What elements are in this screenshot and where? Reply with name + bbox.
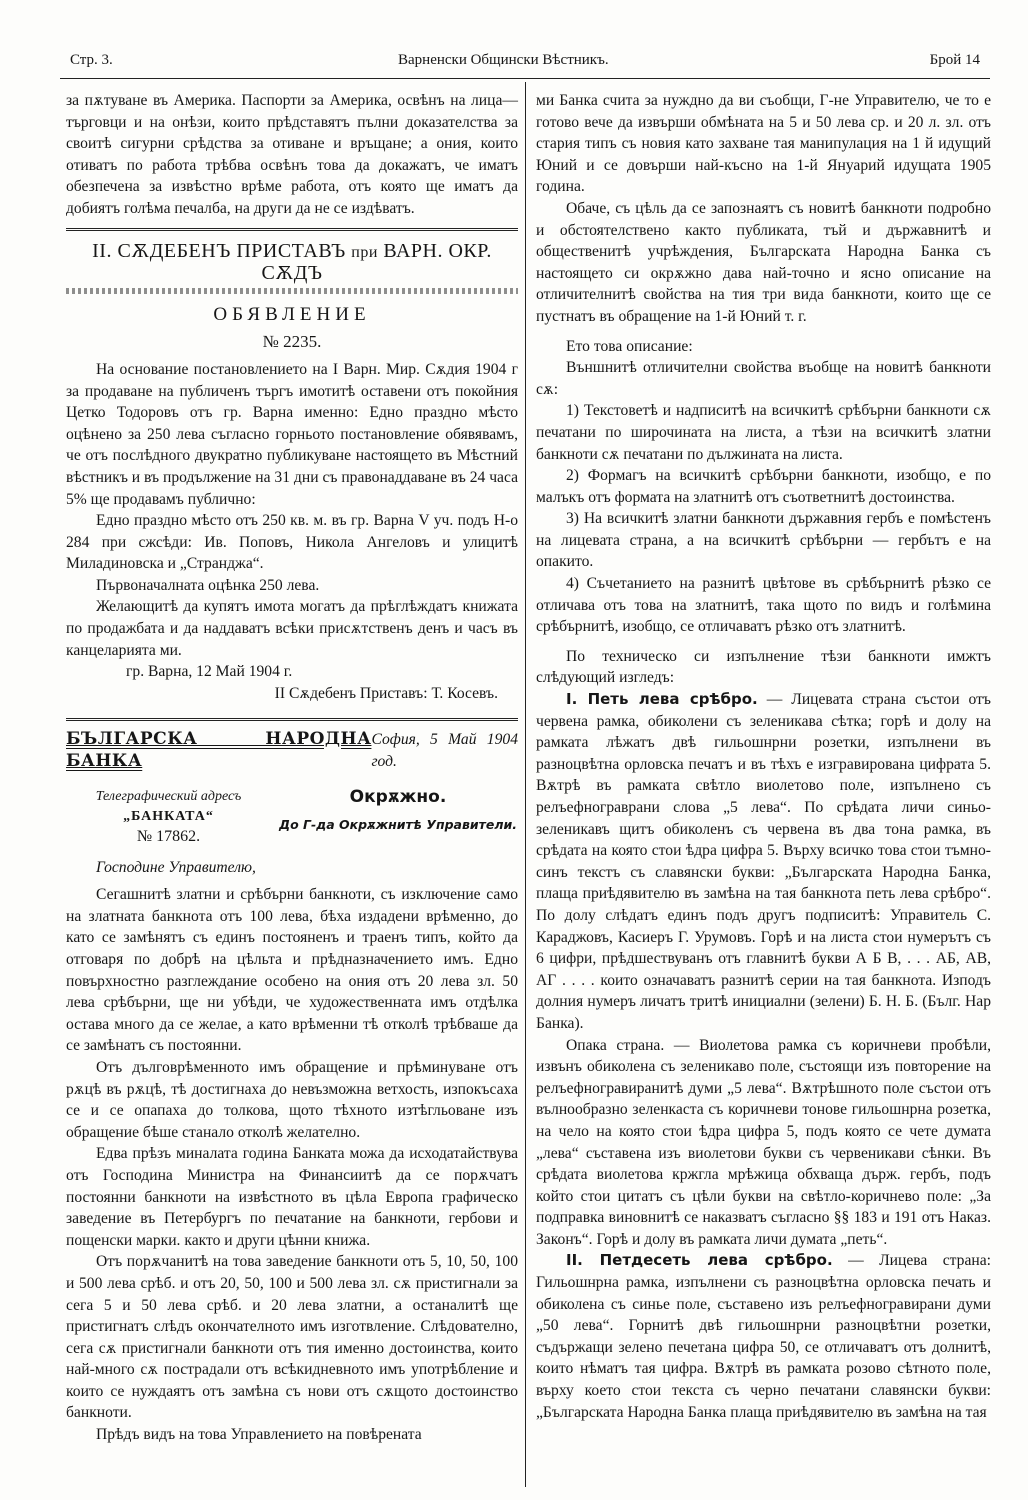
body-paragraph: Външнитѣ отличителни свойства въобще на новитѣ банкноти сѫ:: [536, 359, 991, 398]
body-paragraph: По техническо си изпълнение тѣзи банкноти имжтъ слѣдующий изгледъ:: [536, 647, 991, 687]
running-header: [60, 52, 990, 76]
section-rule: [66, 718, 518, 721]
list-item: 3) На всичкитѣ златни банкноти държавния гербъ е помѣстенъ на лицевата страна, а на всичкитѣ срѣбърни — гербътъ е на опакито.: [536, 510, 991, 571]
body-paragraph: Ето това описание:: [566, 337, 693, 355]
body-paragraph: Сегашнитѣ златни и срѣбърни банкноти, съ изключение само на златната банкнота отъ 100 лева, бѣха издадени врѣменно, до като се замѣнятъ съ единъ постояненъ и траенъ типъ, който да отговаря по добрѣ на цѣльта и прѣдназначението имъ. Едно повърхностно разглеждание особено на ония отъ 20 лева зл. 50 лева срѣбърни, ще ни убѣди, че художественната имъ отдѣлка остава много да се желае, а като врѣменни тѣ отколѣ трѣбваше да се замѣнатъ съ постоянни.: [66, 886, 518, 1055]
notice-signature: II Сѫдебенъ Приставъ: Т. Косевъ.: [274, 684, 498, 702]
bank-name: БЪЛГАРСКА НАРОДНА БАНКА: [66, 729, 372, 772]
notice-place-date: гр. Варна, 12 Май 1904 г.: [126, 663, 293, 681]
subsection-paragraph: II. Петдесеть лева срѣбро. — Лицева страна: Гильошнрна рамка, изпълнени съ разноцвѣтна орловска печать и обиколена съ синье поле, съставено изъ релъефногравирани думи „50 лева“. Горнитѣ двѣ гильошнрни разноцвѣтни розетки, съдържащи зелено печетана цифра 50, се отличаватъ отъ долнитѣ, които нѣматъ тая цифра. Вѫтрѣ въ рамката розово сѣтното поле, върху което стои текста съ черно печатани славянски букви: „Българската Народна Банка плаща приѣдявителю въ замѣна на тая: [536, 1251, 991, 1421]
notice-paragraph: Едно праздно мѣсто отъ 250 кв. м. въ гр. Варна V уч. подъ Н-о 284 при сжсѣди: Ив. Поповъ, Никола Ангеловъ и улицитѣ Миладиновска и „Странджа“.: [66, 512, 518, 573]
header-rule: [60, 78, 990, 79]
bank-header: [66, 729, 518, 772]
issue-number: Брой 14: [929, 52, 980, 68]
body-paragraph: Обаче, съ цѣль да се запознаятъ съ новитѣ банкноти подробно и обстоятелствено както публиката, тъй и държавнитѣ и общественитѣ учрѣждения, Българската Народна Банка съ настоящето си окрѫжно дава най-точно и ясно описание на отличителнитѣ свойства на тия три вида банкноти, които ще се пустнатъ въ обращение на 1-й Юний т. г.: [536, 199, 991, 325]
address-block: [66, 787, 518, 847]
list-item: 1) Текстоветѣ и надписитѣ на всичкитѣ срѣбърни банкноти сѫ печатани по широчината на листа, а тѣзи на всичкитѣ златни банкноти сѫ печатани по дължината на листа.: [536, 402, 991, 463]
page-number: Стр. 3.: [70, 52, 113, 68]
subsection-paragraph: I. Петь лева срѣбро. — Лицевата страна състои отъ червена рамка, обиколени съ зеленикава сѣтка; горѣ и долу на рамката лѣжатъ двѣ гильошнрни розетки, изпълнени въ разноцвѣтна орловска печатъ и въ тѣхъ е изгравирована цифрата 5. Вѫтрѣ въ рамката свѣтло виолетово поле, изпълнено съ релъефнограврани слова „5 лева“. По срѣдата личи синьо-зеленикавъ щитъ обиколенъ съ червена въ два тона рамка, въ срѣдата на която стои ѣдра цифра 5. Върху всичко това стои тъмно-синъ текстъ съ славянски букви: „Българската Народна Банка, плаща приѣдявителю въ замѣна на тая банкнота петь лева срѣбро“. По долу слѣдатъ единъ подъ другъ подписитѣ: Управитель С. Караджовъ, Касиеръ Г. Урумовъ. Горѣ и на листа стои нумерътъ съ 6 цифри, прѣдшествуванъ отъ главнитѣ букви А Б В, . . . АБ, АВ, АГ . . . . които означаватъ разнитѣ серии на тая банкнота. Изподъ долния нумеръ личатъ тритѣ инициални (зелени) Б. Н. Б. (Бълг. Нар Банка).: [536, 690, 991, 1032]
salutation: Господине Управителю,: [96, 858, 256, 876]
subsection-heading: I. Петь лева срѣбро.: [566, 690, 758, 709]
intro-paragraph: за пѫтуване въ Америка. Паспорти за Америка, освѣнъ на лица—търговци и на онѣзи, които прѣдставятъ пълни доказателства за своитѣ сигурни срѣдства за отиване и връщане; а ония, които отиватъ по работа трѣбва освѣнъ това да докажатъ, че иматъ обезпечена за извѣстно врѣме работа, отъ която ще иматъ да добиятъ голѣма печалба, на други да не се издѣватъ.: [66, 92, 518, 217]
newspaper-title: Варненски Общински Вѣстникъ.: [398, 52, 609, 68]
reference-number: № 17862.: [136, 827, 201, 845]
section-rule: [66, 228, 518, 231]
notice-number: № 2235.: [262, 332, 322, 352]
section-heading: II. СѪДЕБЕНЪ ПРИСТАВЪ при ВАРН. ОКР. СѪДЪ: [92, 239, 492, 285]
body-paragraph: Опака страна. — Виолетова рамка съ коричневи пробѣли, извънъ обиколена съ зеленикаво поле, състоящи изъ повторение на релъефногравиранитѣ думи „5 лева“. Вѫтрѣшното поле състои отъ вълнообразно зеленкаста съ коричневи тонове гильошнрна розетка, на чело на която стои ѣдра цифра 5, подъ която се чете думата „лева“ съставена изъ виолетови букви съ червеникави сѣнки. Въ срѣдата виолетова кржгла мрѣжица обхваща държ. гербъ, подъ който стои цитатъ съ цѣли букви на свѣтло-коричнево поле: „За подправка виновнитѣ се наказватъ съгласно §§ 183 и 191 отъ Наказ. Законъ“. Горѣ и долу въ рамката личи думата „петь“.: [536, 1036, 991, 1248]
circular-recipient: До Г-да Окрѫжнитѣ Управители.: [278, 817, 518, 833]
notice-title: ОБЯВЛЕНИЕ: [213, 303, 371, 325]
list-item: 4) Съчетанието на разнитѣ цвѣтове въ срѣбърнитѣ рѣзко се отличава отъ това на златнитѣ, така щото по видъ и голѣмина срѣбърнитѣ, изобщо, се отличаватъ рѣзко отъ златнитѣ.: [536, 575, 991, 636]
column-divider: [525, 82, 526, 1487]
notice-paragraph: На основание постановлението на I Варн. Мир. Сѫдия 1904 г за продаване на публиченъ търгъ имотитѣ оставени отъ покойния Цетко Тодоровъ отъ гр. Варна именно: Едно праздно мѣсто оцѣнено за 250 лева съгласно горньото постановление обявявамъ, че отъ послѣдного двукратно публикуване настоящето въ Мѣстний вѣстникъ и въ продължение на 31 дни съ правонаддаване въ 24 часа 5% ще продавамъ публично:: [66, 360, 518, 508]
telegraph-address: „БАНКАТА“: [123, 808, 214, 824]
wavy-divider: [66, 288, 518, 294]
body-paragraph: Отъ порѫчанитѣ на това заведение банкноти отъ 5, 10, 50, 100 и 500 лева срѣб. и отъ 20, 50, 100 и 500 лева зл. сѫ пристигнали за сега 5 и 50 лева срѣб. и 20 лева златни, а останалитѣ ще пристигнатъ слѣдъ окончателното имъ изготвление. Слѣдователно, сега сѫ пристигнали банкноти отъ тия именно достоинства, които най-много сѫ пострадали отъ всѣкидневното имъ употрѣбление и които се нуждаятъ отъ замѣна съ нови отъ сѫщото достоинство банкноти.: [66, 1253, 518, 1422]
circular-title: Окрѫжно.: [349, 786, 447, 807]
left-column: [66, 90, 518, 1446]
notice-paragraph: Първоначалната оцѣнка 250 лева.: [96, 576, 320, 594]
list-item: 2) Формагъ на всичкитѣ срѣбърни банкноти, изобщо, е по малъкъ отъ формата на златнитѣ отъ съответнитѣ достоинства.: [536, 467, 991, 506]
body-paragraph: ми Банка счита за нуждно да ви съобщи, Г-не Управителю, че то е готово вече да извърши обмѣната на 5 и 50 лева ср. и 20 л. зл. отъ стария типъ съ новия като захване тая манипулация на 1 й идущий Юний и се довърши най-късно на 1-й Януарий идущата 1905 година.: [536, 92, 991, 196]
body-paragraph: Едва прѣзъ миналата година Банката можа да исходатайствува отъ Господина Министра на Финансиитѣ да се порѫчатъ постоянни банкноти на извѣстното въ цѣла Европа графическо заведение въ Петербургъ по печатание на банкноти, гербови и пощенски марки. както и други цѣнни книжа.: [66, 1145, 518, 1249]
telegraph-label: Телеграфический адресъ: [95, 788, 242, 804]
right-column: [536, 90, 991, 1423]
body-paragraph: Отъ дълговрѣменното имъ обращение и прѣминуване отъ рѫцѣ въ рѫцѣ, тѣ достигнаха до невъзможна ветхость, изпокъсаха се и се опапаха до толкова, щото тѣхното изтѣгльоване изъ обращение бѣше станало отколѣ желателно.: [66, 1058, 518, 1141]
subsection-heading: II. Петдесеть лева срѣбро.: [566, 1251, 833, 1270]
body-paragraph: Прѣдъ видъ на това Управлението на повѣрената: [96, 1426, 422, 1444]
notice-paragraph: Желающитѣ да купятъ имота могатъ да прѣглѣждатъ книжата по продажбата и да наддаватъ всѣки присѫтственъ денъ и часъ въ канцеларията ми.: [66, 598, 518, 659]
bank-date: София, 5 Май 1904 год.: [371, 731, 518, 771]
